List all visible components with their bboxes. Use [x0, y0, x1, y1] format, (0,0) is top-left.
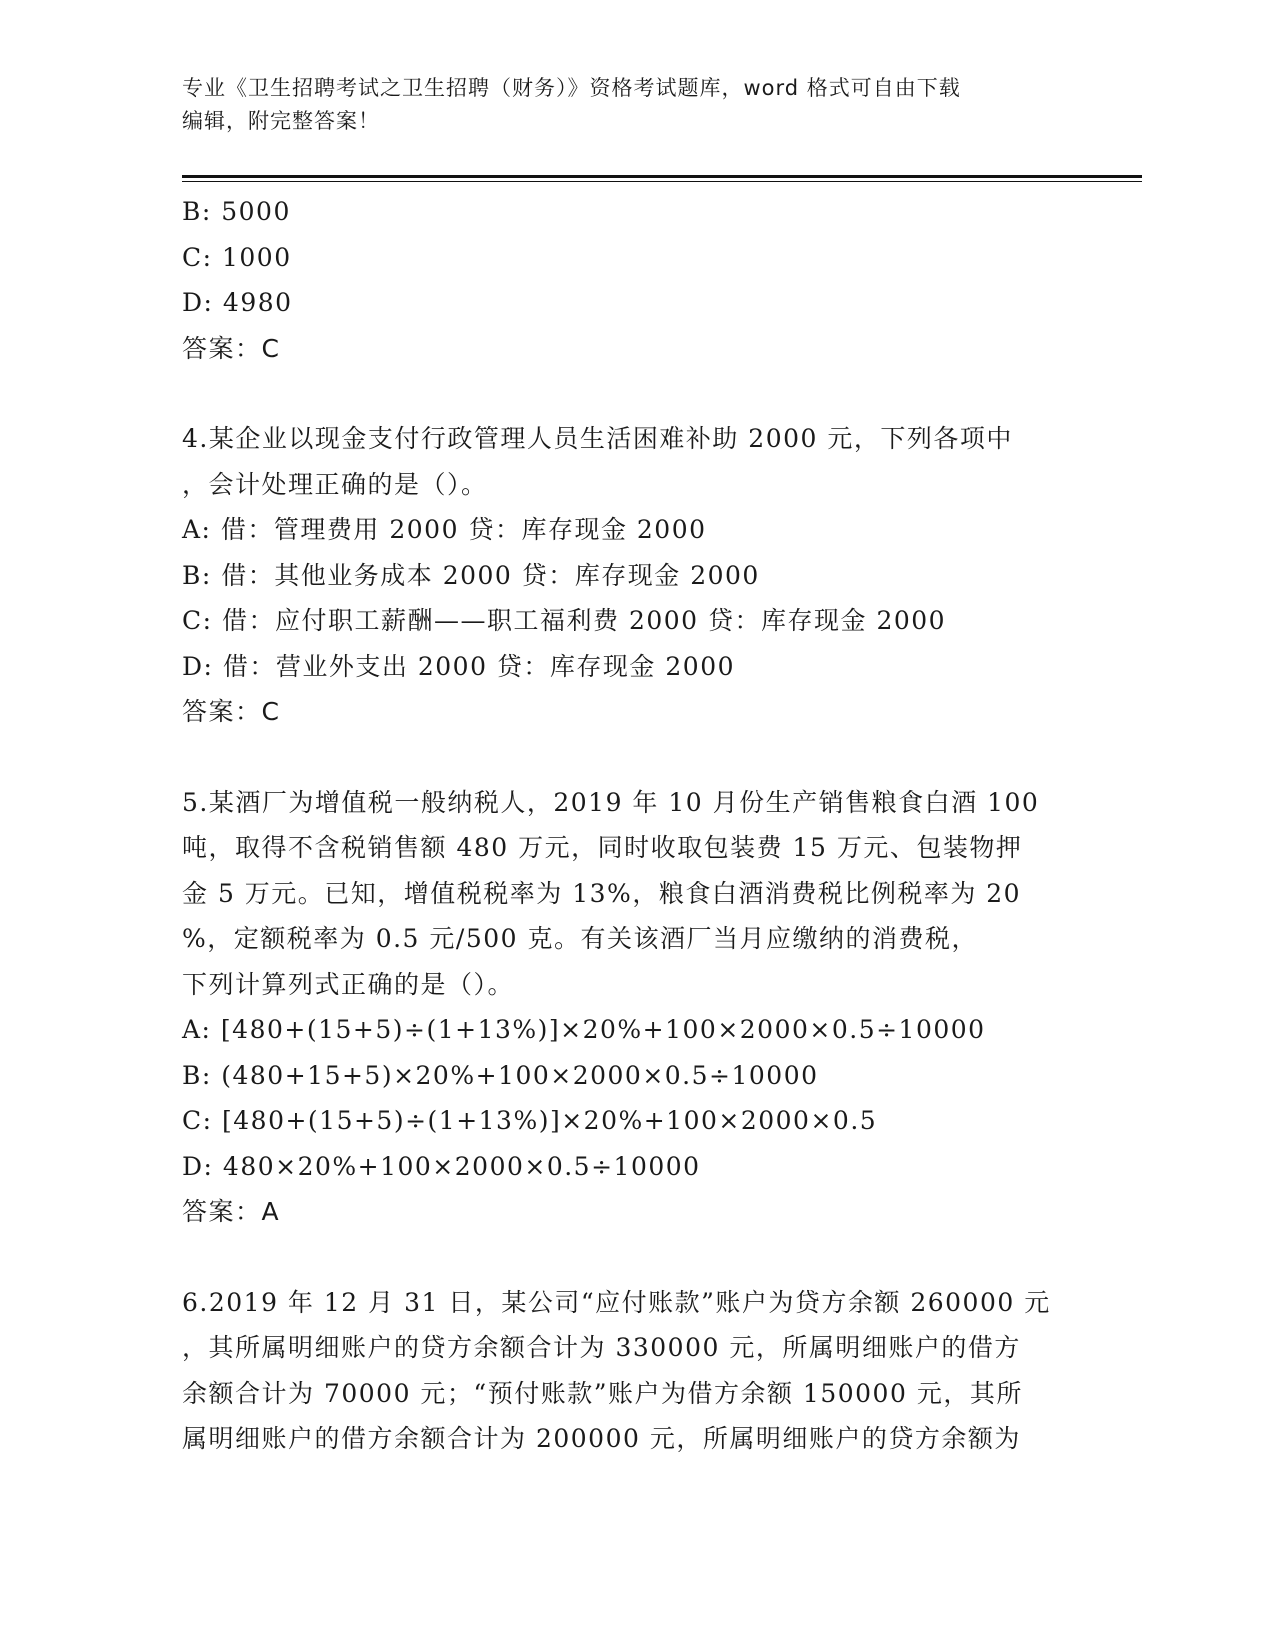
question-stem: ，其所属明细账户的贷方余额合计为 330000 元，所属明细账户的借方 — [182, 1333, 1021, 1362]
question-5 — [182, 780, 1082, 1235]
answer: 答案：C — [182, 333, 281, 363]
question-stem: 余额合计为 70000 元；“预付账款”账户为借方余额 150000 元，其所 — [182, 1378, 1023, 1408]
option-c: C: 1000 — [182, 242, 292, 272]
header-divider-thin — [182, 181, 1142, 182]
header-line-2: 编辑，附完整答案！ — [182, 109, 380, 133]
spacer — [182, 371, 1082, 416]
option-a: A: 借：管理费用 2000 贷：库存现金 2000 — [182, 515, 707, 544]
option-a: A: [480+(15+5)÷(1+13%)]×20%+100×2000×0.5÷10000 — [182, 1015, 986, 1044]
question-stem: 吨，取得不含税销售额 480 万元，同时收取包装费 15 万元、包装物押 — [182, 833, 1023, 862]
question-stem: 下列计算列式正确的是（）。 — [182, 969, 515, 999]
question-stem: 6.2019 年 12 月 31 日，某公司“应付账款”账户为贷方余额 260000 元 — [182, 1287, 1051, 1317]
page-header — [182, 72, 1062, 138]
header-divider-thick — [182, 175, 1142, 178]
header-line-1: 专业《卫生招聘考试之卫生招聘（财务）》资格考试题库，word 格式可自由下载 — [182, 76, 961, 100]
question-content — [182, 189, 1082, 1462]
question-stem: 4.某企业以现金支付行政管理人员生活困难补助 2000 元，下列各项中 — [182, 424, 1013, 453]
question-stem: ，会计处理正确的是（）。 — [182, 469, 488, 499]
spacer — [182, 1235, 1082, 1280]
question-6 — [182, 1280, 1082, 1462]
option-c: C: 借：应付职工薪酬——职工福利费 2000 贷：库存现金 2000 — [182, 606, 947, 635]
option-c: C: [480+(15+5)÷(1+13%)]×20%+100×2000×0.5 — [182, 1106, 878, 1135]
option-b: B: 借：其他业务成本 2000 贷：库存现金 2000 — [182, 560, 760, 590]
answer: 答案：C — [182, 697, 281, 726]
question-3-tail — [182, 189, 1082, 371]
option-b: B: 5000 — [182, 197, 291, 226]
question-stem: 属明细账户的借方余额合计为 200000 元，所属明细账户的贷方余额为 — [182, 1424, 1021, 1453]
option-d: D: 4980 — [182, 288, 293, 317]
spacer — [182, 735, 1082, 780]
question-stem: 5.某酒厂为增值税一般纳税人，2019 年 10 月份生产销售粮食白酒 100 — [182, 787, 1040, 817]
option-d: D: 480×20%+100×2000×0.5÷10000 — [182, 1151, 701, 1181]
option-d: D: 借：营业外支出 2000 贷：库存现金 2000 — [182, 651, 736, 681]
answer: 答案：A — [182, 1197, 281, 1226]
question-4 — [182, 416, 1082, 735]
option-b: B: (480+15+5)×20%+100×2000×0.5÷10000 — [182, 1060, 819, 1090]
question-stem: 金 5 万元。已知，增值税税率为 13%，粮食白酒消费税比例税率为 20 — [182, 878, 1022, 908]
question-stem: %，定额税率为 0.5 元/500 克。有关该酒厂当月应缴纳的消费税， — [182, 924, 978, 953]
